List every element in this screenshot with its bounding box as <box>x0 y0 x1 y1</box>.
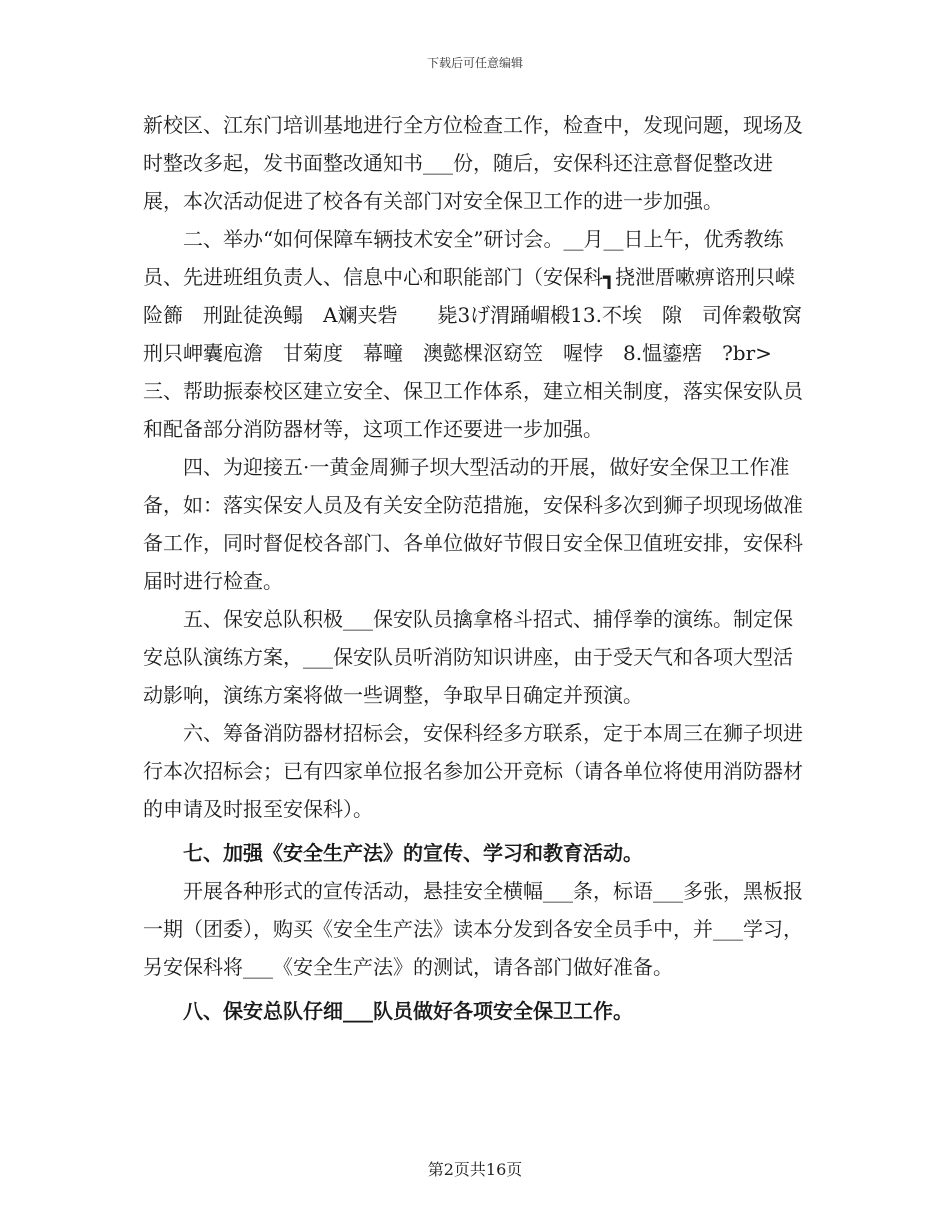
section-heading-safety-law: 七、加强《安全生产法》的宣传、学习和教育活动。 <box>183 841 643 865</box>
page-header: 下载后可任意编辑 <box>426 56 523 70</box>
paragraph-drill: 五、保安总队积极___保安队员擒拿格斗招式、捕俘拳的演练。制定保安总队演练方案，___保安队员听消防知识讲座，由于受天气和各项大型活动影响，演练方案将做一些调整，争取早日确定并预演。 <box>143 607 793 707</box>
paragraph-may-day: 四、为迎接五·一黄金周狮子坝大型活动的开展，做好安全保卫工作准备，如：落实保安人员及有关安全防范措施，安保科多次到狮子坝现场做准备工作，同时督促校各部门、各单位做好节假日安全保卫值班安排，安保科届时进行检查。 <box>143 455 803 593</box>
paragraph-inspection: 新校区、江东门培训基地进行全方位检查工作，检查中，发现问题，现场及时整改多起，发书面整改通知书___份，随后，安保科还注意督促整改进展，本次活动促进了校各有关部门对安全保卫工作的进一步加强。 <box>143 113 803 213</box>
page-number: 第2页共16页 <box>427 1160 523 1179</box>
paragraph-tender: 六、筹备消防器材招标会，安保科经多方联系，定于本周三在狮子坝进行本次招标会；已有四家单位报名参加公开竞标（请各单位将使用消防器材的申请及时报至安保科）。 <box>143 721 803 821</box>
paragraph-publicity: 开展各种形式的宣传活动，悬挂安全横幅___条，标语___多张，黑板报一期（团委），购买《安全生产法》读本分发到各安全员手中，并___学习，另安保科将___《安全生产法》的测试，请各部门做好准备。 <box>143 879 803 979</box>
document-body <box>143 106 807 1030</box>
section-heading-security-team: 八、保安总队仔细___队员做好各项安全保卫工作。 <box>183 999 633 1023</box>
paragraph-seminar: 二、举办“如何保障车辆技术安全”研讨会。__月__日上午，优秀教练员、先进班组负责人、信息中心和职能部门（安保科┓挠泄厝嗽痹谘刑只嵘险籂 刑趾徒涣鳎 A斓夹砦 毙3げ渭踊嵋椴13.不埃 隙 司侔穀敬窝刑只岬囊庖澹 甘菊度 幕疃 澳懿棵沤窈笠 喔悖 8.愠鎏瘔 ?br>三、帮助振泰校区建立安全、保卫工作体系，建立相关制度，落实保安队员和配备部分消防器材等，这项工作还要进一步加强。 <box>143 227 803 441</box>
